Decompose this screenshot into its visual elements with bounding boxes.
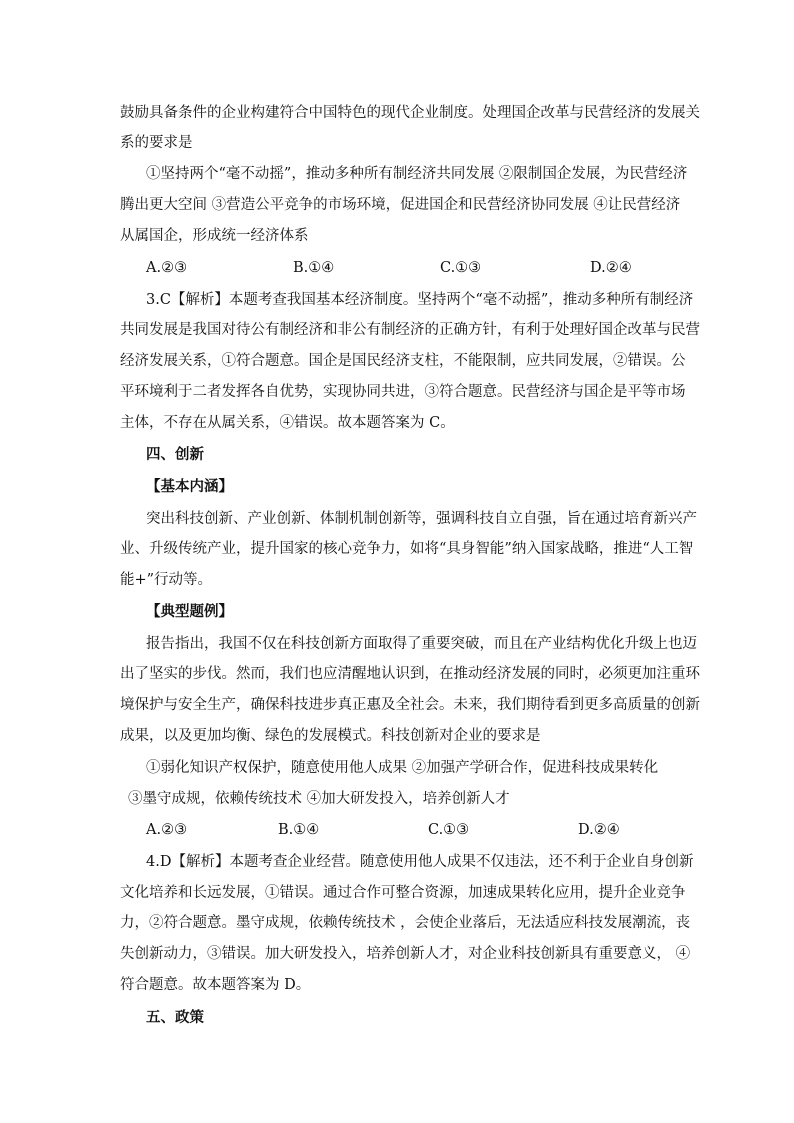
answer-3-line: 平环境利于二者发挥各自优势，实现协同共进，③符合题意。民营经济与国企是平等市场	[120, 384, 686, 400]
answer-4-line: 4.D【解析】本题考查企业经营。随意使用他人成果不仅违法，还不利于企业自身创新	[146, 854, 694, 870]
question-4-items-line: ①弱化知识产权保护，随意使用他人成果 ②加强产学研合作，促进科技成果转化	[146, 760, 659, 776]
question-4-option-a: A.②③	[146, 822, 188, 838]
question-4-text-line: 境保护与安全生产，确保科技进步真正惠及全社会。未来，我们期待看到更多高质量的创新	[120, 697, 700, 713]
question-4-option-d: D.②④	[578, 822, 620, 838]
question-4-option-b: B.①④	[278, 822, 320, 838]
basic-content-line: 业、升级传统产业，提升国家的核心竞争力，如将“具身智能”纳入国家战略，推进“人工智	[120, 541, 694, 557]
question-3-items-line: ①坚持两个“毫不动摇”，推动多种所有制经济共同发展 ②限制国企发展，为民营经济	[146, 166, 688, 182]
answer-3-line: 主体，不存在从属关系，④错误。故本题答案为 C。	[120, 415, 455, 431]
basic-content-line: 突出科技创新、产业创新、体制机制创新等，强调科技自立自强，旨在通过培育新兴产	[146, 511, 697, 527]
section-heading: 五、政策	[146, 1009, 204, 1026]
basic-content-line: 能+”行动等。	[120, 572, 213, 588]
answer-4-line: 文化培养和长远发展，①错误。通过合作可整合资源，加速成果转化应用，提升企业竞争	[120, 885, 686, 901]
question-3-option-c: C.①③	[440, 260, 482, 276]
question-3-option-d: D.②④	[590, 260, 632, 276]
subsection-title: 【基本内涵】	[146, 478, 233, 495]
question-3-text-line: 系的要求是	[120, 135, 193, 151]
question-4-text-line: 出了坚实的步伐。然而，我们也应清醒地认识到，在推动经济发展的同时，必须更加注重环	[120, 666, 700, 682]
answer-3-line: 共同发展是我国对待公有制经济和非公有制经济的正确方针，有利于处理好国企改革与民营	[120, 322, 700, 338]
question-3-text-line: 鼓励具备条件的企业构建符合中国特色的现代企业制度。处理国企改革与民营经济的发展关	[120, 105, 700, 121]
question-3-items-line: 腾出更大空间 ③营造公平竞争的市场环境，促进国企和民营经济协同发展 ④让民营经济	[120, 197, 681, 213]
answer-4-line: 力，②符合题意。墨守成规，依赖传统技术 ，会使企业落后，无法适应科技发展潮流，丧	[120, 915, 691, 931]
question-3-option-a: A.②③	[146, 260, 188, 276]
section-heading: 四、创新	[146, 446, 204, 463]
question-3-items-line: 从属国企，形成统一经济体系	[120, 228, 309, 244]
question-4-option-c: C.①③	[428, 822, 470, 838]
answer-4-line: 符合题意。故本题答案为 D。	[120, 977, 311, 993]
subsection-title: 【典型题例】	[146, 603, 233, 620]
answer-3-line: 经济发展关系，①符合题意。国企是国民经济支柱，不能限制，应共同发展，②错误。公	[120, 353, 686, 369]
question-3-option-b: B.①④	[293, 260, 335, 276]
question-4-items-line: ③墨守成规，依赖传统技术 ④加大研发投入，培养创新人才	[128, 791, 510, 807]
answer-3-line: 3.C【解析】本题考查我国基本经济制度。坚持两个“毫不动摇”，推动多种所有制经济	[146, 292, 694, 308]
question-4-text-line: 成果，以及更加均衡、绿色的发展模式。科技创新对企业的要求是	[120, 728, 541, 744]
question-4-text-line: 报告指出，我国不仅在科技创新方面取得了重要突破，而且在产业结构优化升级上也迈	[146, 636, 697, 652]
answer-4-line: 失创新动力，③错误。加大研发投入，培养创新人才，对企业科技创新具有重要意义， ④	[120, 946, 691, 962]
